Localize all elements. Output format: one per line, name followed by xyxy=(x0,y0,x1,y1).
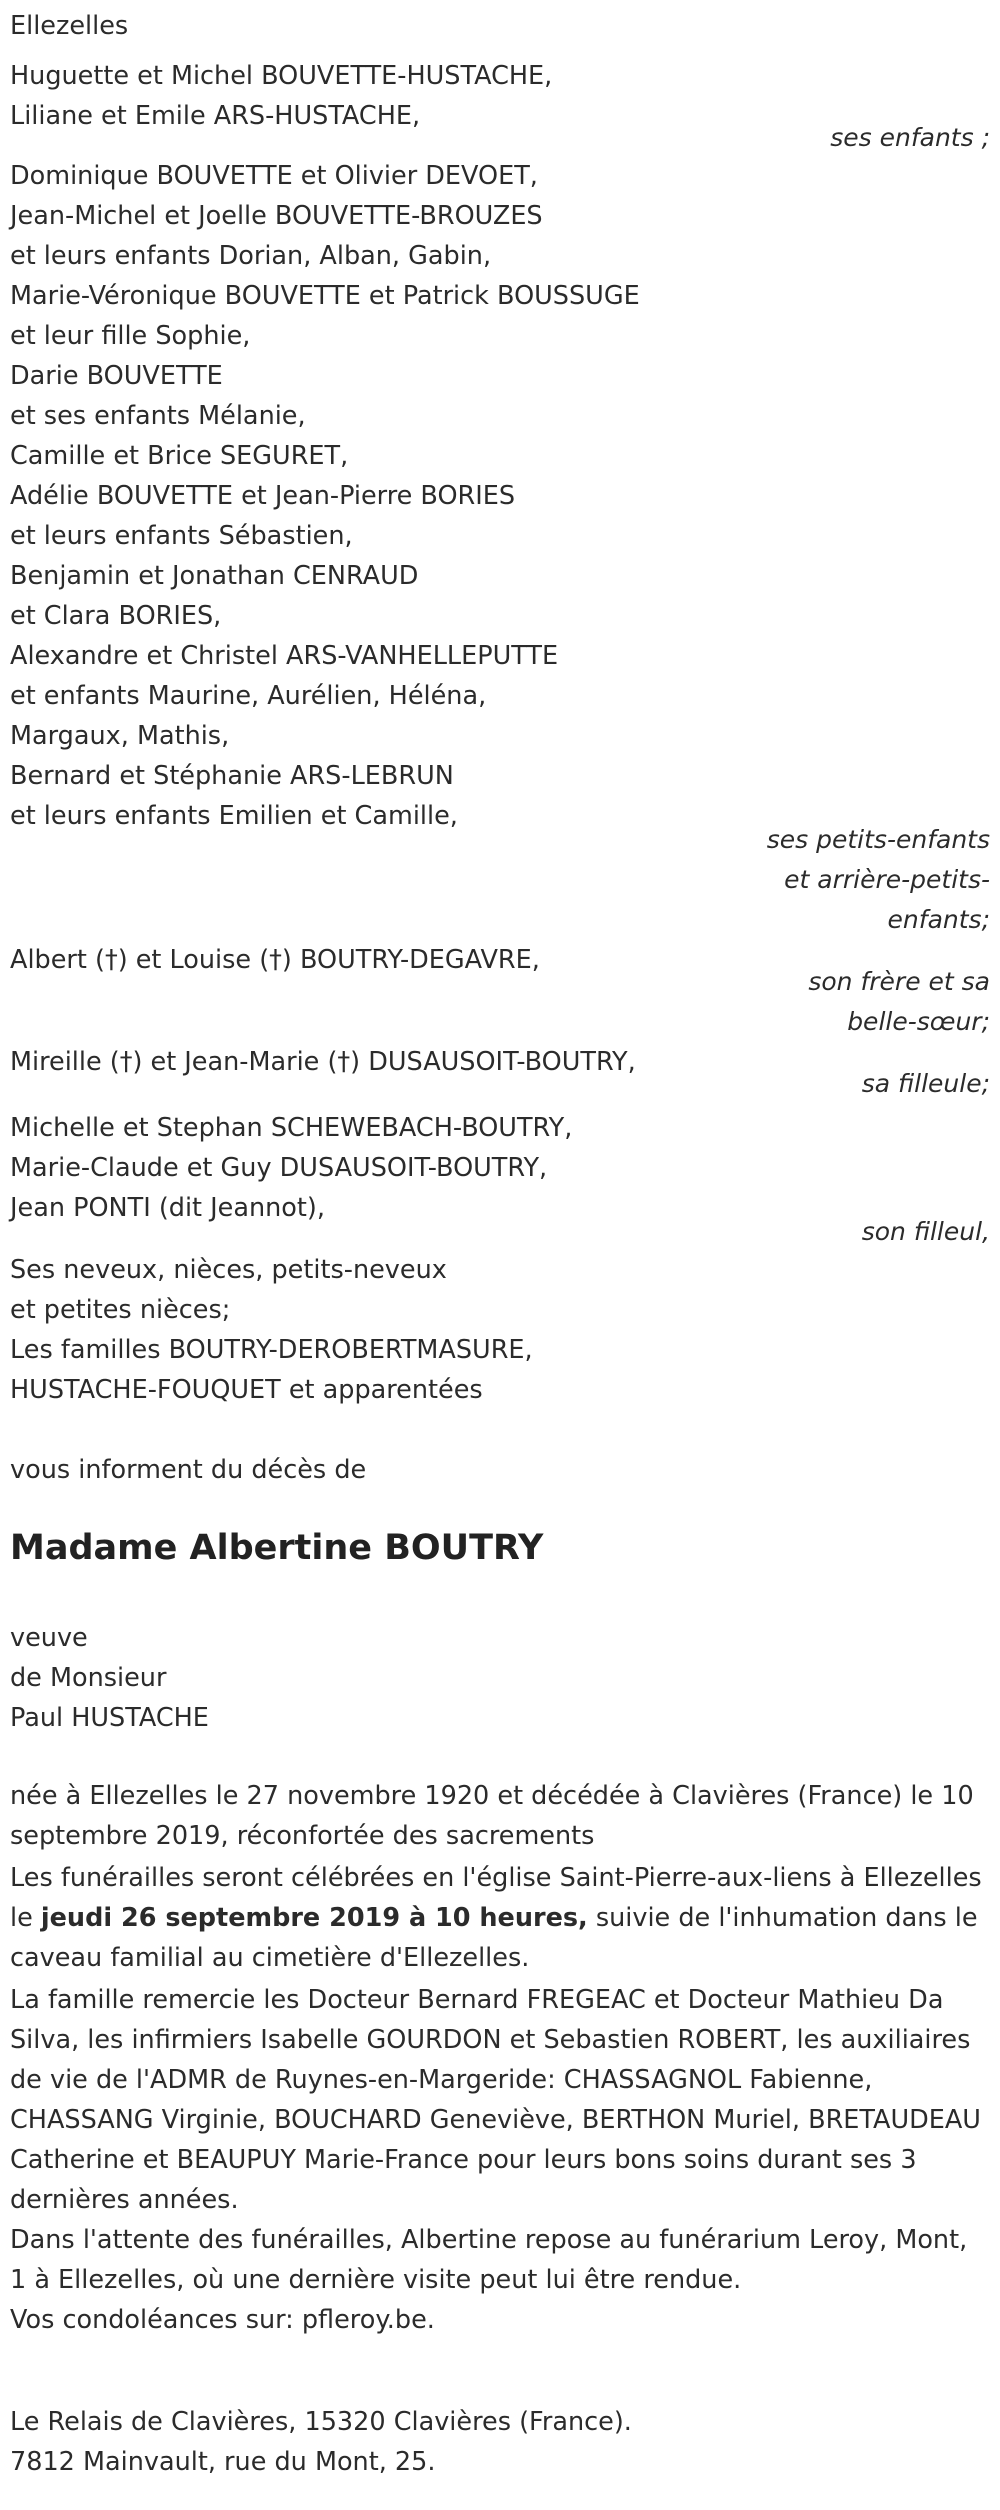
family-line: Camille et Brice SEGURET, xyxy=(10,441,349,471)
family-line: Ses neveux, nièces, petits-neveux xyxy=(10,1255,447,1285)
address-line: 7812 Mainvault, rue du Mont, 25. xyxy=(10,2447,436,2477)
family-line: Marie-Claude et Guy DUSAUSOIT-BOUTRY, xyxy=(10,1153,548,1183)
family-line: et petites nièces; xyxy=(10,1295,231,1325)
funeral-text: suivie de l'inhumation dans le caveau familial au cimetière d'Ellezelles. xyxy=(10,1903,978,1973)
family-line: Marie-Véronique BOUVETTE et Patrick BOUSSUGE xyxy=(10,281,640,311)
family-line: Jean-Michel et Joelle BOUVETTE-BROUZES xyxy=(10,201,543,231)
family-line: Michelle et Stephan SCHEWEBACH-BOUTRY, xyxy=(10,1113,573,1143)
relation-label: enfants; xyxy=(887,905,990,934)
family-line: Margaux, Mathis, xyxy=(10,721,230,751)
thanks-paragraph: La famille remercie les Docteur Bernard FREGEAC et Docteur Mathieu Da Silva, les infirmiers Isabelle GOURDON et Sebastien ROBERT, les auxiliaires de vie de l'ADMR de Ruynes-en-Margeride: CHASSAGNOL Fabienne, CHASSANG Virginie, BOUCHARD Geneviève, BERTHON Muriel, BRETAUDEAU Catherine et BEAUPUY Marie-France pour leurs bons soins durant ses 3 dernières années. xyxy=(10,1985,981,2215)
announcement: vous informent du décès de xyxy=(10,1455,367,1485)
family-line: et leurs enfants Sébastien, xyxy=(10,521,353,551)
family-line: Huguette et Michel BOUVETTE-HUSTACHE, xyxy=(10,61,553,91)
relation-label: belle-sœur; xyxy=(847,1007,990,1036)
spouse-line: de Monsieur xyxy=(10,1663,167,1693)
family-line: Mireille (†) et Jean-Marie (†) DUSAUSOIT-BOUTRY, xyxy=(10,1047,636,1077)
birth-death-paragraph: née à Ellezelles le 27 novembre 1920 et décédée à Clavières (France) le 10 septembre 2019, réconfortée des sacrements xyxy=(10,1781,974,1851)
relation-label: son filleul, xyxy=(861,1217,990,1246)
family-line: Les familles BOUTRY-DEROBERTMASURE, xyxy=(10,1335,533,1365)
funeral-paragraph xyxy=(10,1858,990,1978)
relation-label: et arrière-petits- xyxy=(784,865,990,894)
family-line: Liliane et Emile ARS-HUSTACHE, xyxy=(10,101,421,131)
locality: Ellezelles xyxy=(10,11,129,41)
relation-label: ses enfants ; xyxy=(830,123,990,152)
address-line: Le Relais de Clavières, 15320 Clavières (France). xyxy=(10,2407,632,2437)
family-line: Bernard et Stéphanie ARS-LEBRUN xyxy=(10,761,454,791)
family-line: et leurs enfants Emilien et Camille, xyxy=(10,801,458,831)
condolences-link[interactable]: Vos condoléances sur: pfleroy.be. xyxy=(10,2305,435,2335)
family-line: Alexandre et Christel ARS-VANHELLEPUTTE xyxy=(10,641,559,671)
spouse-line: Paul HUSTACHE xyxy=(10,1703,209,1733)
family-line: et Clara BORIES, xyxy=(10,601,222,631)
relation-label: son frère et sa xyxy=(808,967,990,996)
relation-label: ses petits-enfants xyxy=(766,825,990,854)
family-line: Darie BOUVETTE xyxy=(10,361,223,391)
deceased-name: Madame Albertine BOUTRY xyxy=(10,1528,544,1568)
relation-label: sa filleule; xyxy=(861,1069,990,1098)
family-line: Albert (†) et Louise (†) BOUTRY-DEGAVRE, xyxy=(10,945,540,975)
family-line: Benjamin et Jonathan CENRAUD xyxy=(10,561,419,591)
family-line: et leurs enfants Dorian, Alban, Gabin, xyxy=(10,241,492,271)
spouse-line: veuve xyxy=(10,1623,88,1653)
family-line: Adélie BOUVETTE et Jean-Pierre BORIES xyxy=(10,481,516,511)
funeral-date: jeudi 26 septembre 2019 à 10 heures, xyxy=(40,1903,588,1933)
family-line: Jean PONTI (dit Jeannot), xyxy=(10,1193,325,1223)
family-line: et ses enfants Mélanie, xyxy=(10,401,306,431)
family-line: HUSTACHE-FOUQUET et apparentées xyxy=(10,1375,483,1405)
family-line: et enfants Maurine, Aurélien, Héléna, xyxy=(10,681,487,711)
family-line: Dominique BOUVETTE et Olivier DEVOET, xyxy=(10,161,538,191)
funerarium-paragraph: Dans l'attente des funérailles, Albertine repose au funérarium Leroy, Mont, 1 à Ellezelles, où une dernière visite peut lui être rendue. xyxy=(10,2225,968,2295)
family-line: et leur fille Sophie, xyxy=(10,321,251,351)
funeral-text: Les funérailles seront célébrées en l'église Saint-Pierre-aux-liens à Ellezelles le xyxy=(10,1863,982,1933)
